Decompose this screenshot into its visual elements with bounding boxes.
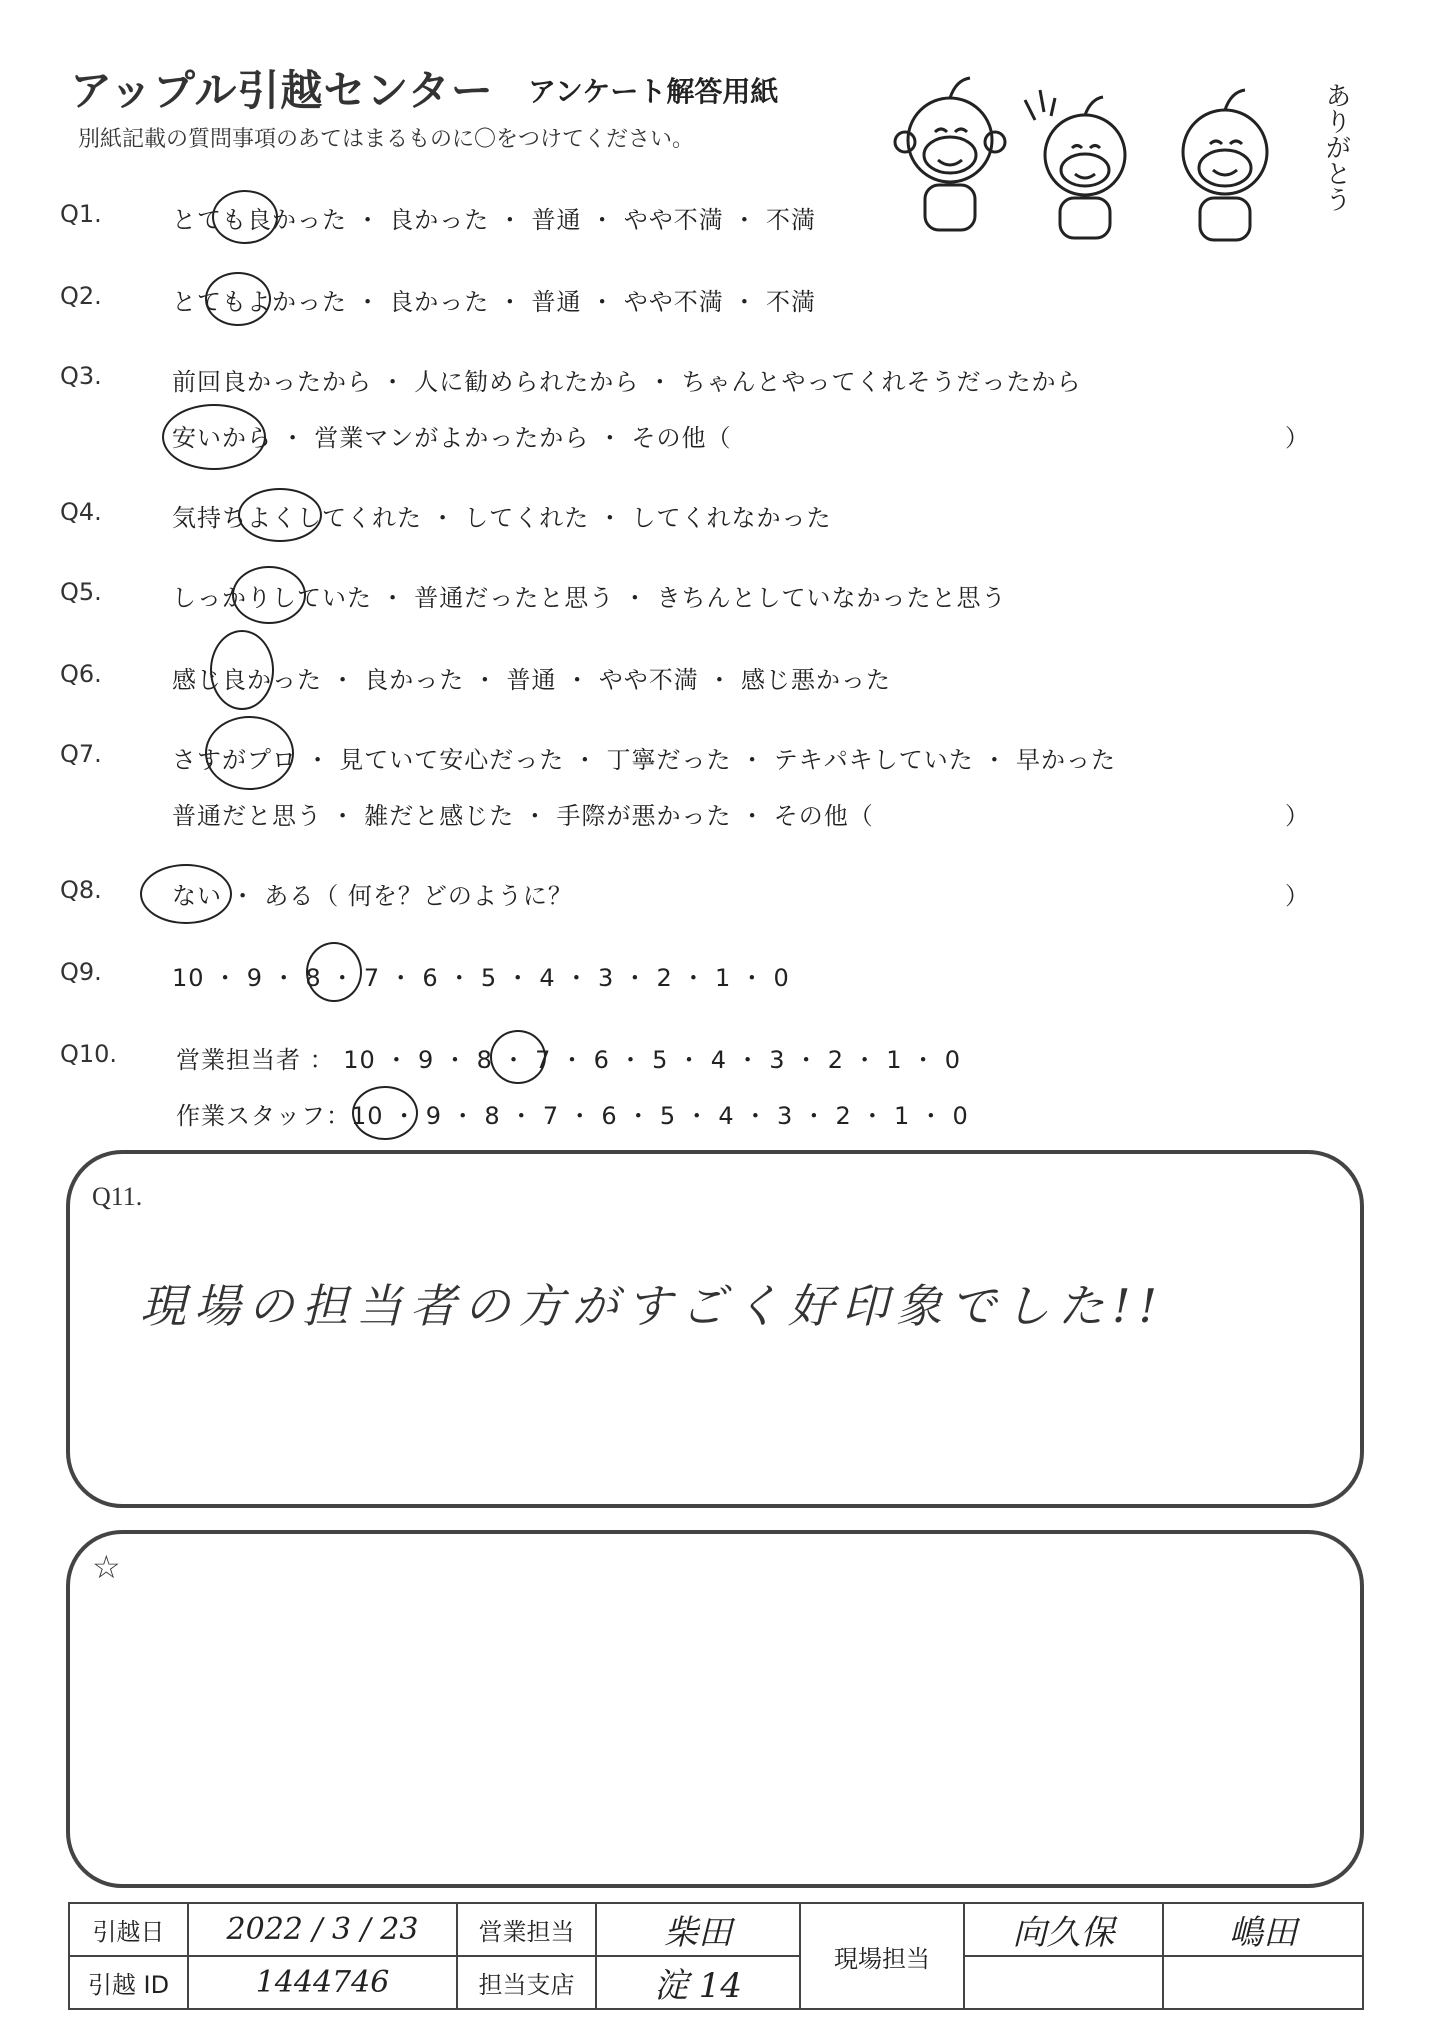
q3-selection-circle bbox=[162, 404, 266, 470]
q8-options: ない ・ ある（ 何を？どのように？ bbox=[172, 882, 573, 910]
q7-options-line1: さすがプロ ・ 見ていて安心だった ・ 丁寧だった ・ テキパキしていた ・ 早かった bbox=[172, 746, 1117, 774]
q9-label: Q9. bbox=[60, 958, 102, 986]
q6-selection-circle bbox=[210, 630, 274, 710]
q5-selection-circle bbox=[232, 566, 306, 624]
q3-close-paren: ） bbox=[1285, 424, 1309, 452]
thanks-text: ありがとう bbox=[1321, 82, 1351, 212]
q10-sales-selection-circle bbox=[490, 1030, 546, 1084]
q8-label: Q8. bbox=[60, 876, 102, 904]
site-staff-2: 嶋田 bbox=[1163, 1903, 1363, 1956]
q1-options: とても良かった ・ 良かった ・ 普通 ・ やや不満 ・ 不満 bbox=[172, 206, 817, 234]
q10-staff-options: 作業スタッフ：10 ・ 9 ・ 8 ・ 7 ・ 6 ・ 5 ・ 4 ・ 3 ・ 2 ・ 1 ・ 0 bbox=[176, 1102, 969, 1130]
star-label: ☆ bbox=[92, 1549, 121, 1585]
mascot-illustration bbox=[880, 60, 1340, 250]
site-staff-empty-cell-2 bbox=[1163, 1956, 1363, 2009]
q10-staff-selection-circle bbox=[352, 1086, 418, 1140]
sales-rep-label: 営業担当 bbox=[457, 1903, 596, 1956]
q10-sales-options: 営業担当者 ： 10 ・ 9 ・ 8 ・ 7 ・ 6 ・ 5 ・ 4 ・ 3 ・ 2 ・ 1 ・ 0 bbox=[176, 1046, 962, 1074]
q4-options: 気持ちよくしてくれた ・ してくれた ・ してくれなかった bbox=[172, 504, 832, 532]
branch-value: 淀 14 bbox=[596, 1956, 800, 2009]
q8-selection-circle bbox=[140, 864, 232, 924]
q7-selection-circle bbox=[205, 716, 294, 790]
q8-close-paren: ） bbox=[1285, 882, 1309, 910]
q2-label: Q2. bbox=[60, 282, 102, 310]
q4-selection-circle bbox=[238, 488, 322, 542]
site-staff-label: 現場担当 bbox=[800, 1903, 964, 2009]
q3-options-line1: 前回良かったから ・ 人に勧められたから ・ ちゃんとやってくれそうだったから bbox=[172, 368, 1082, 396]
q7-options-line2: 普通だと思う ・ 雑だと感じた ・ 手際が悪かった ・ その他（ bbox=[172, 802, 874, 830]
q7-close-paren: ） bbox=[1285, 802, 1309, 830]
q2-options: とてもよかった ・ 良かった ・ 普通 ・ やや不満 ・ 不満 bbox=[172, 288, 817, 316]
form-subtitle: アンケート解答用紙 bbox=[528, 75, 779, 108]
q5-label: Q5. bbox=[60, 578, 102, 606]
q10-label: Q10. bbox=[60, 1040, 118, 1068]
site-staff-empty-cell-1 bbox=[964, 1956, 1163, 2009]
branch-label: 担当支店 bbox=[457, 1956, 596, 2009]
company-title: アップル引越センター bbox=[70, 66, 494, 115]
q6-options: 感じ良かった ・ 良かった ・ 普通 ・ やや不満 ・ 感じ悪かった bbox=[172, 666, 892, 694]
move-date-value: 2022 / 3 / 23 bbox=[188, 1903, 457, 1956]
q9-options: 10 ・ 9 ・ 8 ・ 7 ・ 6 ・ 5 ・ 4 ・ 3 ・ 2 ・ 1 ・ 0 bbox=[172, 964, 790, 992]
instruction-text: 別紙記載の質問事項のあてはまるものに〇をつけてください。 bbox=[78, 127, 695, 152]
move-id-value: 1444746 bbox=[188, 1956, 457, 2009]
q2-selection-circle bbox=[205, 272, 271, 326]
sales-rep-value: 柴田 bbox=[596, 1903, 800, 1956]
move-info-table bbox=[68, 1902, 1364, 2010]
move-date-label: 引越日 bbox=[69, 1903, 188, 1956]
q6-label: Q6. bbox=[60, 660, 102, 688]
q11-label: Q11. bbox=[92, 1182, 143, 1211]
q1-label: Q1. bbox=[60, 200, 102, 228]
move-id-label: 引越 ID bbox=[69, 1956, 188, 2009]
extra-comment-box bbox=[66, 1530, 1364, 1888]
q3-options-line2: 安いから ・ 営業マンがよかったから ・ その他（ bbox=[172, 424, 732, 452]
site-staff-1: 向久保 bbox=[964, 1903, 1163, 1956]
q3-label: Q3. bbox=[60, 362, 102, 390]
q7-label: Q7. bbox=[60, 740, 102, 768]
q9-selection-circle bbox=[306, 942, 362, 1002]
q5-options: しっかりしていた ・ 普通だったと思う ・ きちんとしていなかったと思う bbox=[172, 584, 1007, 612]
q4-label: Q4. bbox=[60, 498, 102, 526]
q11-handwritten-answer: 現場の担当者の方がすごく好印象でした!! bbox=[140, 1279, 1165, 1333]
q1-selection-circle bbox=[212, 190, 278, 244]
